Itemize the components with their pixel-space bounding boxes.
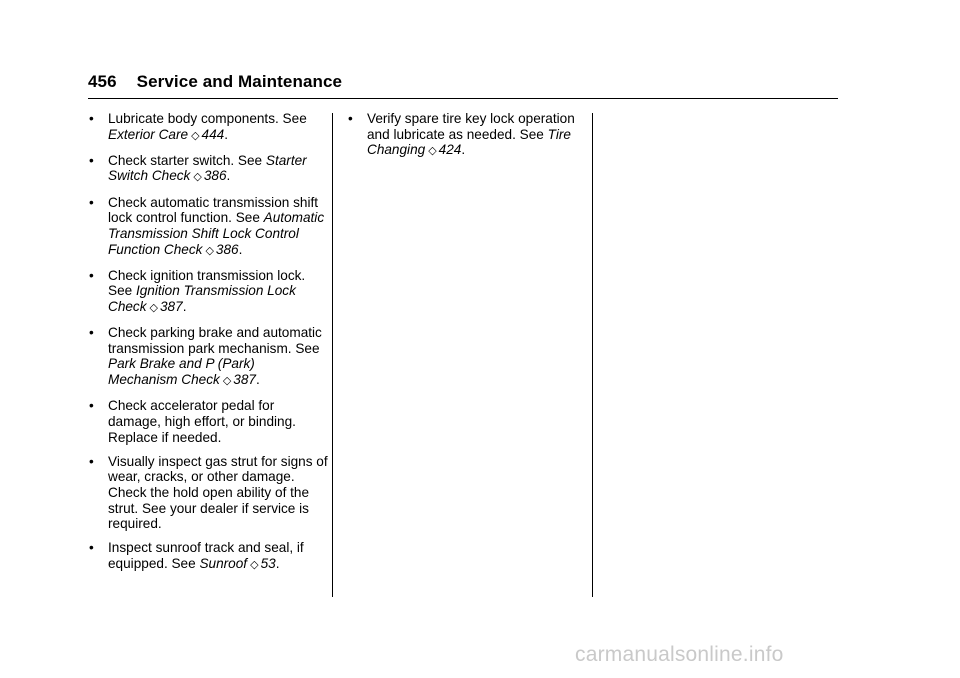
page-reference[interactable]: 387 [233,372,256,388]
item-text: Visually inspect gas strut for signs of wear, cracks, or other damage. Check the hold open ability of the strut. See your dealer if service is required. [108,453,328,532]
bullet-icon: • [89,267,94,283]
list-item [88,540,328,573]
sentence-period: . [461,142,466,158]
section-title: Service and Maintenance [136,72,343,91]
sentence-period: . [226,168,231,184]
sentence-period: . [255,372,260,388]
bullet-icon: • [89,111,94,126]
page-arrow-icon: ◇ [250,559,259,572]
page-reference[interactable]: 387 [160,299,183,314]
page-reference[interactable]: 53 [260,556,276,572]
list-item [88,268,328,317]
column-divider-right [592,113,593,597]
list-item [88,195,328,259]
list-item [88,111,328,144]
item-text: Check parking brake and automatic transmission park mechanism. See [108,325,322,356]
header-rule [88,98,838,99]
item-text: Check accelerator pedal for damage, high effort, or binding. Replace if needed. [108,398,296,445]
page-arrow-icon: ◇ [428,145,437,158]
watermark: carmanualsonline.info [575,643,784,666]
sentence-period: . [275,556,280,572]
bullet-icon: • [348,111,353,126]
page-arrow-icon: ◇ [222,375,232,388]
item-text: Inspect sunroof track and seal, if equipped. See [108,540,304,572]
item-text: Check starter switch. See [108,152,263,168]
page-reference[interactable]: 386 [203,168,227,184]
column-divider-left [332,113,333,597]
cross-reference-link[interactable]: Starter Switch Check [108,152,307,184]
page-arrow-icon: ◇ [149,302,158,314]
bullet-icon: • [89,325,94,341]
cross-reference-link[interactable]: Automatic Transmission Shift Lock Control Function Check [108,210,325,257]
item-text: Check ignition transmission lock. See [108,267,306,299]
list-item [88,325,328,389]
bullet-icon: • [89,152,94,168]
list-item [88,398,328,445]
item-text: Verify spare tire key lock operation and lubricate as needed. See [367,111,575,142]
bullet-icon: • [89,540,94,556]
column-left [88,111,328,582]
sentence-period: . [182,299,187,314]
cross-reference-link[interactable]: Exterior Care [108,126,189,142]
cross-reference-link[interactable]: Park Brake and P (Park) Mechanism Check [108,356,255,388]
page-arrow-icon: ◇ [205,244,214,257]
bullet-icon: • [89,453,94,469]
list-item [347,111,587,160]
sentence-period: . [224,126,229,142]
item-text: Lubricate body components. See [108,111,307,126]
list-item [88,454,328,532]
bullet-icon: • [89,398,94,414]
cross-reference-link[interactable]: Ignition Transmission Lock Check [108,283,296,314]
page-number: 456 [88,72,117,91]
page-arrow-icon: ◇ [193,171,202,184]
page-reference[interactable]: 424 [438,142,462,158]
sentence-period: . [238,241,243,257]
page-header [88,72,342,92]
page-reference[interactable]: 444 [201,126,225,142]
cross-reference-link[interactable]: Sunroof [199,556,248,572]
list-item [88,153,328,186]
cross-reference-link[interactable]: Tire Changing [367,126,571,158]
item-text: Check automatic transmission shift lock control function. See [108,194,319,226]
page-arrow-icon: ◇ [191,129,200,142]
column-right [347,111,587,168]
bullet-icon: • [89,194,94,210]
page-reference[interactable]: 386 [215,241,239,257]
